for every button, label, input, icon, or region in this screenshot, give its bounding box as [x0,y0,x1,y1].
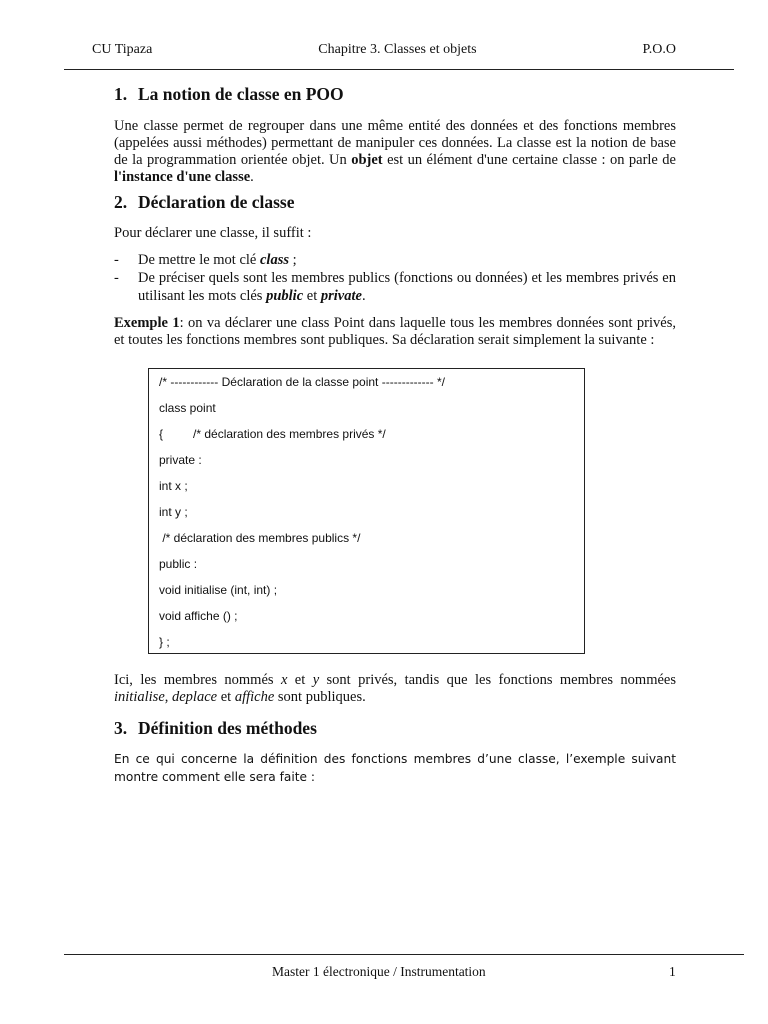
code-line: class point [159,401,216,415]
text-run: et [217,689,235,705]
text-run: sont publiques. [274,689,366,705]
list-item [114,251,676,269]
header-divider [64,69,734,70]
italic-term: initialise [114,689,165,705]
members-explanation [114,672,676,706]
text-run: Ici, les membres nommés [114,672,281,688]
header-institution: CU Tipaza [92,42,153,57]
text-run: . [250,169,254,185]
list-item [114,269,676,305]
section-1-heading [114,84,676,105]
section-2-heading [114,192,676,213]
keyword-class: class [260,252,289,268]
section-2-number: 2. [114,192,128,212]
page-number: 1 [669,964,676,979]
code-line: void initialise (int, int) ; [159,583,278,597]
document-body [114,84,676,786]
text-run: ; [289,252,297,268]
declaration-steps-list [114,251,676,305]
text-run: et [287,672,313,688]
dash-bullet: - [114,270,119,286]
section-1-title: La notion de classe en POO [138,84,344,104]
section-1-number: 1. [114,84,128,104]
text-run: et [303,288,321,304]
section-2-title: Déclaration de classe [138,192,295,212]
text-run: : on va déclarer une class Point dans laquelle tous les membres données sont privés, et toutes les fonctions membres sont publiques. Sa déclaration serait simplement la suivante : [114,315,676,348]
keyword-public: public [266,288,304,304]
header-chapter: Chapitre 3. Classes et objets [318,42,477,57]
section-3-heading [114,718,676,739]
italic-term: x [280,672,288,688]
section-3-paragraph: En ce qui concerne la définition des fonctions membres d’une classe, l’exemple suivant montre comment elle sera faite : [114,752,676,784]
section-2-intro: Pour déclarer une classe, il suffit : [114,225,312,241]
bold-term-objet: objet [351,152,383,168]
text-run: , [164,689,172,705]
italic-term: affiche [234,689,275,705]
code-line: void affiche () ; [159,609,238,623]
code-line: public : [159,557,198,571]
bold-term-instance: l'instance d'une classe [114,169,251,185]
code-line: { /* déclaration des membres privés */ [159,427,386,441]
section-3-title: Définition des méthodes [138,718,317,738]
text-run: Une classe permet de regrouper dans une même entité des données et des fonctions membres (appelées aussi méthodes) permettant de manipuler ces données. La classe est la notion de base de la programmation orientée objet. Un [114,118,676,168]
dash-bullet: - [114,252,119,268]
text-run: sont privés, tandis que les fonctions membres nommées [319,672,676,688]
section-1-paragraph [114,118,676,186]
text-run: est un élément d'une certaine classe : on parle de [382,152,676,168]
code-line: /* ------------ Déclaration de la classe point ------------- */ [159,375,446,389]
example-label: Exemple 1 [114,315,180,331]
text-run: De mettre le mot clé [138,252,260,268]
text-run: . [361,288,366,304]
text-run: De préciser quels sont les membres publics (fonctions ou données) et les membres privés en utilisant les mots clés [138,270,676,304]
keyword-private: private [320,288,362,304]
section-3-number: 3. [114,718,128,738]
header-course: P.O.O [642,42,676,57]
code-line: int y ; [159,505,188,519]
footer-program: Master 1 électronique / Instrumentation [272,964,486,979]
footer-divider [64,954,744,955]
code-line: int x ; [159,479,188,493]
code-line: private : [159,453,202,467]
page-header [92,42,676,58]
example-1-paragraph [114,315,676,349]
code-line: } ; [159,635,170,649]
italic-term: y [312,672,320,688]
code-block [148,368,585,654]
italic-term: deplace [172,689,218,705]
code-line: /* déclaration des membres publics */ [159,531,361,545]
